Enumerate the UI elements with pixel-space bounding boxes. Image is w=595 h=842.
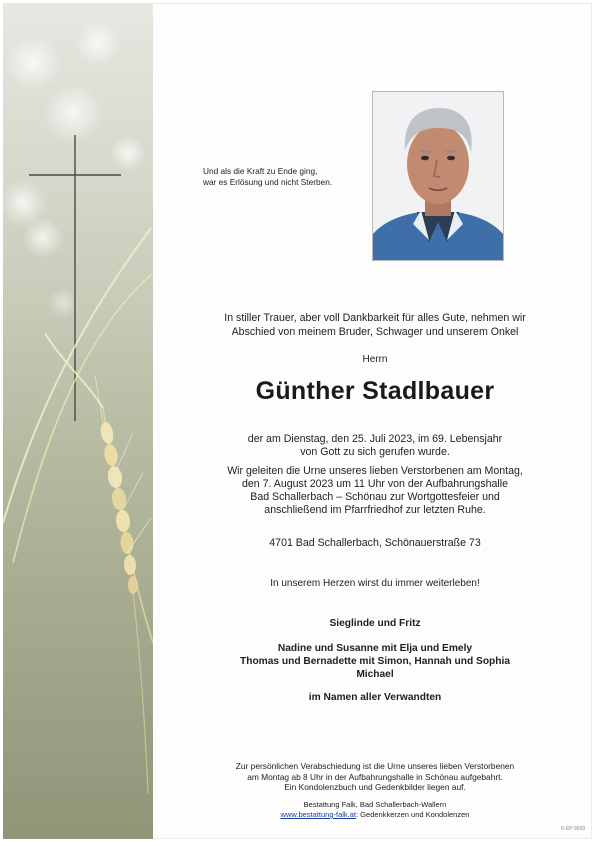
mourners-closing: im Namen aller Verwandten: [308, 692, 442, 703]
ceremony-line-3: Bad Schallerbach – Schönau zur Wortgottesfeier und: [250, 491, 500, 503]
mourners-relatives: [165, 642, 585, 681]
mourners-line-1: Nadine und Susanne mit Elja und Emely: [277, 643, 473, 654]
memorial-quote: [203, 166, 363, 188]
wheat-cross-illustration: [3, 3, 153, 839]
mourners-line-3: Michael: [356, 669, 394, 680]
quote-line-2: war es Erlösung und nicht Sterben.: [203, 177, 333, 187]
deceased-name: Günther Stadlbauer: [255, 377, 495, 405]
ceremony-line-1: Wir geleiten die Urne unseres lieben Verstorbenen am Montag,: [227, 465, 523, 477]
death-notice-line-2: von Gott zu sich gerufen wurde.: [300, 446, 450, 458]
death-notice: [165, 433, 585, 459]
mourners-siblings: Sieglinde und Fritz: [329, 618, 421, 629]
undertaker-website-suffix: : Gedenkkerzen und Kondolenzen: [356, 810, 470, 819]
farewell-line-2: am Montag ab 8 Uhr in der Aufbahrungshalle in Schönau aufgebahrt.: [247, 771, 503, 782]
portrait-photo: [373, 92, 503, 260]
farewell-line-1: Zur persönlichen Verabschiedung ist die Urne unseres lieben Verstorbenen: [235, 761, 515, 771]
ceremony-line-2: den 7. August 2023 um 11 Uhr von der Aufbahrungshalle: [241, 478, 508, 490]
undertaker-web-line: [165, 810, 585, 820]
intro-text: [165, 311, 585, 339]
undertaker-name: Bestattung Falk, Bad Schallerbach-Wallern: [303, 800, 447, 809]
copyright-mark: © EP 9039: [560, 826, 585, 832]
memorial-motto: In unserem Herzen wirst du immer weiterleben!: [270, 578, 480, 589]
undertaker-info: [165, 800, 585, 820]
salutation: Herrn: [362, 354, 388, 365]
deceased-portrait: [372, 91, 504, 261]
quote-line-1: Und als die Kraft zu Ende ging,: [203, 166, 318, 176]
farewell-line-3: Ein Kondolenzbuch und Gedenkbilder liegen auf.: [284, 782, 466, 792]
ceremony-line-4: anschließend im Pfarrfriedhof zur letzten Ruhe.: [264, 504, 486, 516]
intro-line-2: Abschied von meinem Bruder, Schwager und unserem Onkel: [231, 326, 519, 338]
decorative-side-panel: [3, 3, 153, 839]
family-address: 4701 Bad Schallerbach, Schönauerstraße 73: [269, 537, 481, 549]
mourners-line-2: Thomas und Bernadette mit Simon, Hannah und Sophia: [240, 656, 510, 667]
death-notice-line-1: der am Dienstag, den 25. Juli 2023, im 69. Lebensjahr: [247, 433, 503, 445]
farewell-notice: [165, 761, 585, 793]
ceremony-details: [165, 465, 585, 517]
undertaker-website-link[interactable]: www.bestattung-falk.at: [280, 810, 357, 819]
intro-line-1: In stiller Trauer, aber voll Dankbarkeit für alles Gute, nehmen wir: [224, 312, 526, 324]
